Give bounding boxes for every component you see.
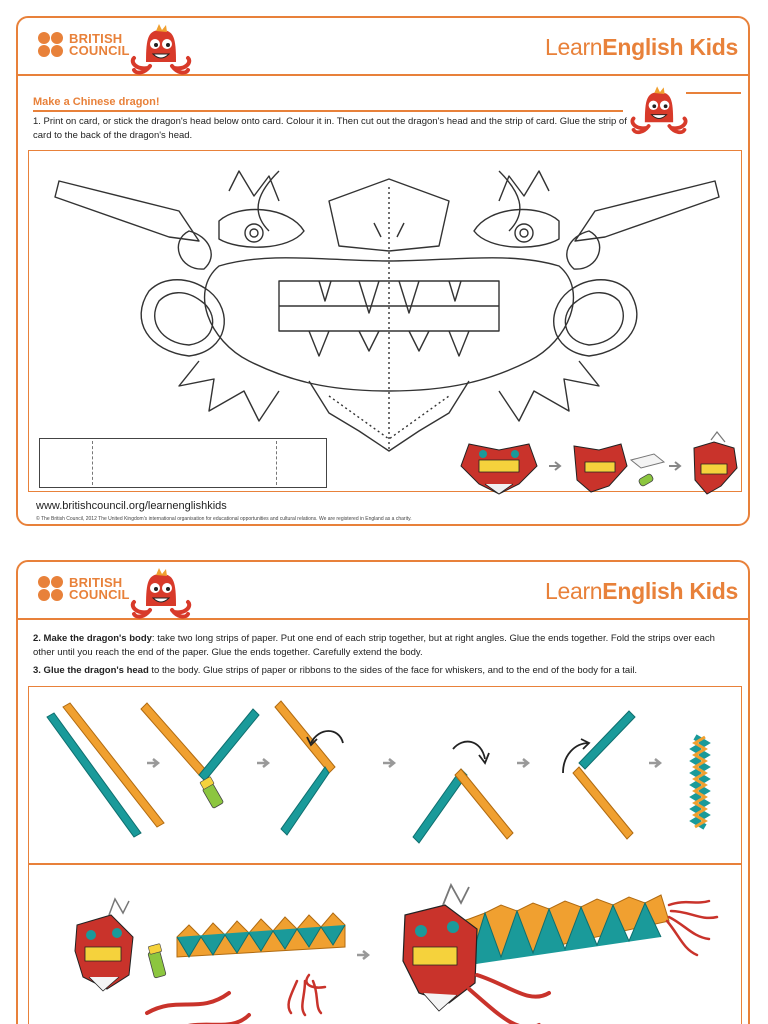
page-header — [18, 18, 748, 76]
strip-fold-line-right — [276, 441, 277, 485]
dragon-head-panel — [28, 150, 742, 492]
learnenglish-kids-logo-2 — [545, 578, 738, 605]
octopus-mascot-icon-2 — [126, 566, 196, 620]
tail-tassel-icon — [289, 975, 325, 1015]
step-2-instructions — [33, 632, 738, 660]
colored-head-2-icon — [574, 444, 664, 492]
strip-fold-line-left — [92, 441, 93, 485]
body-steps-panel — [28, 686, 742, 864]
title-divider-right — [686, 92, 741, 94]
page-header-2 — [18, 562, 748, 620]
british-council-dots-icon-2 — [38, 576, 64, 602]
learnenglish-kids-logo — [545, 34, 738, 61]
step-3-heading: 3. Glue the dragon's head — [33, 665, 149, 676]
step-3-instructions — [33, 664, 738, 678]
card-strip — [39, 438, 327, 488]
lek-light: Learn — [544, 34, 603, 60]
folded-body-icon — [695, 737, 705, 827]
step-2-text: : take two long strips of paper. Put one end of each strip together, but at right angles. Glue the ends together. Fold the strips over each other until you reach the end of the paper. Glue the ends together. Carefully extend the body. — [33, 633, 715, 658]
dragon-assembly-illustration — [29, 865, 743, 1024]
bc-line2: COUNCIL — [69, 43, 130, 58]
octopus-mascot-icon — [126, 22, 196, 76]
worksheet-page-1 — [16, 16, 750, 526]
assembly-panel — [28, 864, 742, 1024]
page-title: Make a Chinese dragon! — [33, 96, 160, 108]
title-divider — [33, 110, 623, 112]
british-council-logo-2 — [38, 576, 130, 602]
step-3-text: to the body. Glue strips of paper or ribbons to the sides of the face for whiskers, and to the end of the body for a tail. — [148, 665, 638, 676]
british-council-logo — [38, 32, 130, 58]
lek-bold: English Kids — [602, 34, 738, 60]
copyright-notice: © The British Council, 2012 The United Kingdom's international organisation for educational opportunities and cultural relations. We are registered in England as a charity. — [36, 516, 412, 522]
bc-line1: BRITISH — [69, 31, 123, 46]
finished-dragon-icon — [403, 885, 717, 1024]
lek-bold-2: English Kids — [602, 578, 738, 604]
colored-head-1-icon — [461, 444, 537, 494]
bc-line2-2: COUNCIL — [69, 587, 130, 602]
colored-head-3-icon — [694, 432, 737, 494]
body-folding-steps-illustration — [29, 687, 743, 865]
step-2-heading: 2. Make the dragon's body — [33, 633, 152, 644]
lek-light-2: Learn — [544, 578, 603, 604]
website-url: www.britishcouncil.org/learnenglishkids — [36, 500, 227, 512]
assembly-steps-illustration — [449, 436, 739, 496]
octopus-mascot-small-icon — [626, 82, 692, 138]
bc-line1-2: BRITISH — [69, 575, 123, 590]
small-accordion-body-icon — [177, 913, 345, 957]
british-council-dots-icon — [38, 32, 64, 58]
step-1-instructions: 1. Print on card, or stick the dragon's head below onto card. Colour it in. Then cut out the dragon's head and the strip of card. Glue the strip of card to the back of the dragon's head. — [33, 116, 627, 141]
worksheet-page-2 — [16, 560, 750, 1024]
small-dragon-head-icon — [75, 899, 133, 991]
